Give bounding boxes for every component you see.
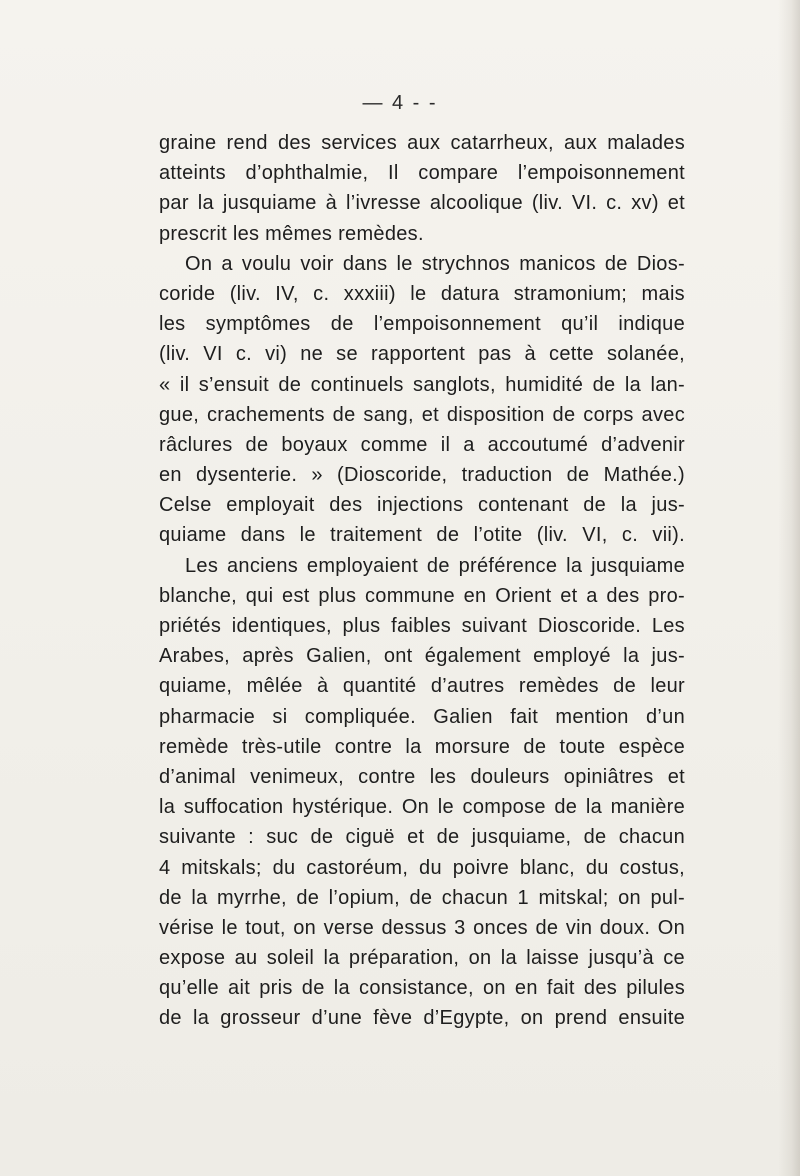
text-line: Les anciens employaient de préférence la jusquiame: [185, 554, 685, 577]
text-line: en dysenterie. » (Dioscoride, traduction de Mathée.): [159, 464, 685, 487]
text-line: 4 mitskals; du castoréum, du poivre blanc, du costus,: [159, 856, 685, 879]
text-line: Celse employait des injections contenant de la jus-: [159, 494, 685, 517]
text-line: On a voulu voir dans le strychnos manicos de Dios-: [185, 252, 685, 275]
text-line: gue, crachements de sang, et disposition de corps avec: [159, 403, 685, 426]
text-line: les symptômes de l’empoisonnement qu’il indique: [159, 313, 685, 336]
text-line: prescrit les mêmes remèdes.: [159, 222, 424, 245]
text-line: graine rend des services aux catarrheux, aux malades: [159, 132, 685, 154]
text-line: quiame, mêlée à quantité d’autres remèdes de leur: [159, 675, 685, 698]
text-line: expose au soleil la préparation, on la laisse jusqu’à ce: [159, 947, 685, 970]
text-line: « il s’ensuit de continuels sanglots, humidité de la lan-: [159, 373, 685, 396]
text-line: (liv. VI c. vi) ne se rapportent pas à cette solanée,: [159, 343, 685, 366]
text-line: Arabes, après Galien, ont également employé la jus-: [159, 645, 685, 668]
text-line: de la grosseur d’une fève d’Egypte, on prend ensuite: [159, 1007, 685, 1030]
text-line: râclures de boyaux comme il a accoutumé d’advenir: [159, 433, 685, 456]
text-line: la suffocation hystérique. On le compose de la manière: [159, 796, 685, 819]
text-line: coride (liv. IV, c. xxxiii) le datura stramonium; mais: [159, 282, 685, 305]
text-line: pharmacie si compliquée. Galien fait mention d’un: [159, 705, 685, 728]
text-line: priétés identiques, plus faibles suivant Dioscoride. Les: [159, 615, 685, 637]
page-number: — 4 - -: [362, 92, 438, 114]
text-line: vérise le tout, on verse dessus 3 onces de vin doux. On: [159, 916, 685, 939]
text-line: d’animal venimeux, contre les douleurs opiniâtres et: [159, 765, 685, 788]
page-edge-shadow: [778, 0, 800, 1176]
text-line: suivante : suc de ciguë et de jusquiame, de chacun: [159, 826, 685, 849]
text-line: qu’elle ait pris de la consistance, on en fait des pilules: [159, 977, 685, 1000]
text-line: quiame dans le traitement de l’otite (liv. VI, c. vii).: [159, 524, 685, 547]
body-text: [159, 128, 685, 1034]
text-line: remède très-utile contre la morsure de toute espèce: [159, 735, 685, 758]
text-line: atteints d’ophthalmie, Il compare l’empoisonnement: [159, 162, 685, 185]
text-line: blanche, qui est plus commune en Orient et a des pro-: [159, 584, 685, 607]
text-line: de la myrrhe, de l’opium, de chacun 1 mitskal; on pul-: [159, 886, 685, 909]
text-line: par la jusquiame à l’ivresse alcoolique (liv. VI. c. xv) et: [159, 192, 685, 215]
